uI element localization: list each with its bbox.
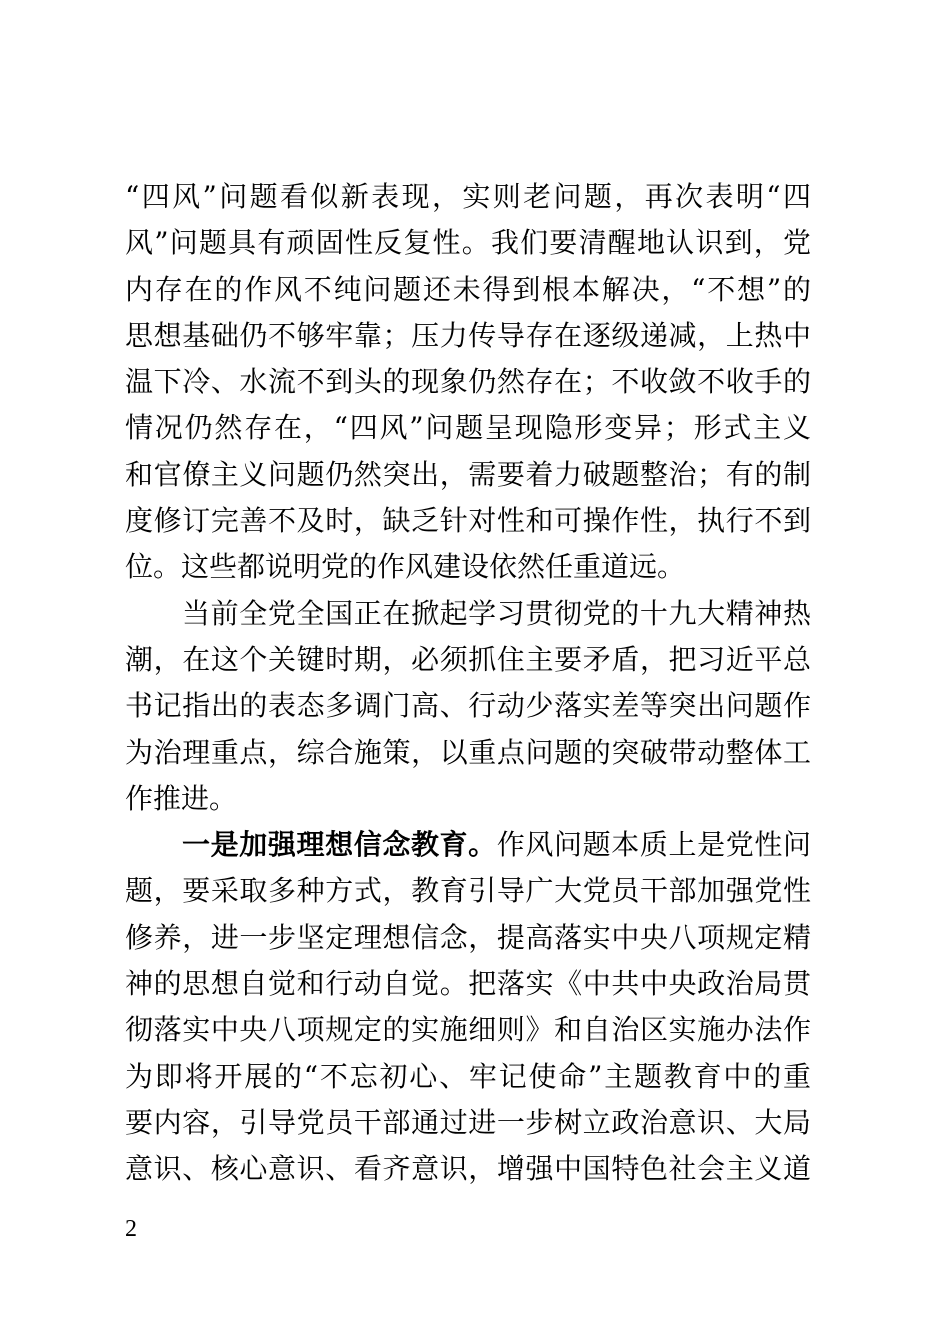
text-line: 为治理重点，综合施策，以重点问题的突破带动整体工 (125, 735, 811, 769)
text-line: 风”问题具有顽固性反复性。我们要清醒地认识到，党 (125, 226, 811, 260)
text-line: 要内容，引导党员干部通过进一步树立政治意识、大局 (125, 1105, 811, 1139)
text-line: 神的思想自觉和行动自觉。把落实《中共中央政治局贯 (125, 967, 811, 1001)
text-line: 意识、核心意识、看齐意识，增强中国特色社会主义道 (125, 1152, 811, 1186)
text-span: 作风问题本质上是党性问 (496, 828, 811, 862)
text-line: 思想基础仍不够牢靠；压力传导存在逐级递减，上热中 (125, 318, 811, 352)
text-line: 书记指出的表态多调门高、行动少落实差等突出问题作 (125, 689, 811, 723)
text-line: “四风”问题看似新表现，实则老问题，再次表明“四 (125, 180, 811, 213)
text-line: 温下冷、水流不到头的现象仍然存在；不收敛不收手的 (125, 365, 811, 399)
section-heading: 一是加强理想信念教育。 (182, 828, 497, 862)
document-body (125, 174, 811, 1193)
text-line: 和官僚主义问题仍然突出，需要着力破题整治；有的制 (125, 457, 811, 491)
page-number: 2 (125, 1216, 137, 1242)
paragraph-1 (125, 174, 811, 591)
text-line: 题，要采取多种方式，教育引导广大党员干部加强党性 (125, 874, 811, 908)
text-line: 位。这些都说明党的作风建设依然任重道远。 (125, 550, 686, 584)
text-line: 潮，在这个关键时期，必须抓住主要矛盾，把习近平总 (125, 642, 811, 676)
text-line: 作推进。 (125, 781, 238, 815)
text-line: 度修订完善不及时，缺乏针对性和可操作性，执行不到 (125, 504, 811, 538)
text-line: 当前全党全国正在掀起学习贯彻党的十九大精神热 (182, 596, 811, 630)
text-line (125, 822, 811, 868)
paragraph-3 (125, 822, 811, 1192)
text-line: 修养，进一步坚定理想信念，提高落实中央八项规定精 (125, 920, 811, 954)
text-line: 情况仍然存在，“四风”问题呈现隐形变异；形式主义 (125, 411, 811, 445)
text-line: 彻落实中央八项规定的实施细则》和自治区实施办法作 (125, 1013, 811, 1047)
paragraph-2 (125, 591, 811, 822)
text-line: 内存在的作风不纯问题还未得到根本解决，“不想”的 (125, 272, 811, 306)
text-line: 为即将开展的“不忘初心、牢记使命”主题教育中的重 (125, 1059, 811, 1093)
